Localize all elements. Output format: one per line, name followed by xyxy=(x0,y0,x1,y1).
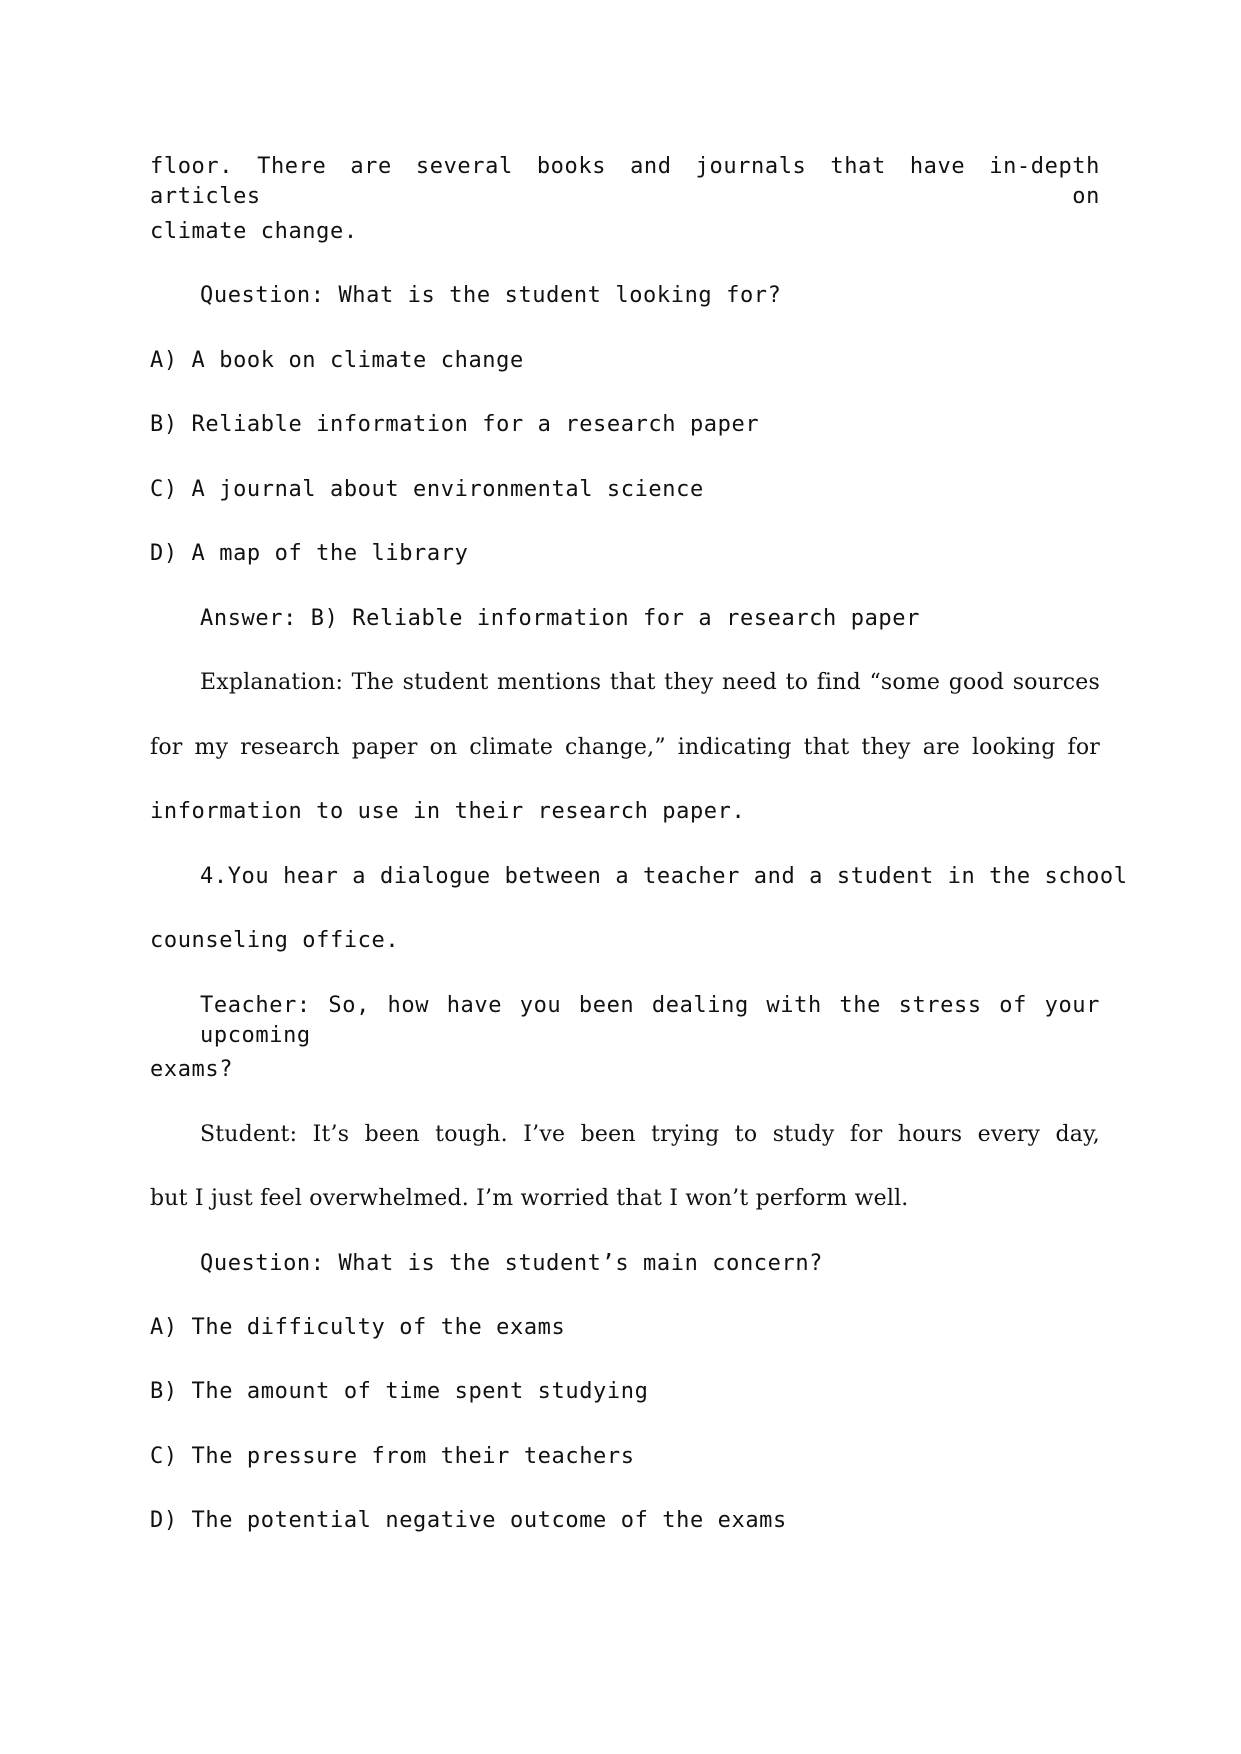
text-line: climate change. xyxy=(150,219,358,244)
answer-text: Answer: B) Reliable information for a research paper xyxy=(200,606,920,631)
text-line: floor. There are several books and journals that have in-depth articles on xyxy=(150,154,1100,209)
option-a: A) The difficulty of the exams xyxy=(150,1315,566,1340)
dialogue-teacher: Teacher: So, how have you been dealing with the stress of your upcoming xyxy=(200,993,1100,1048)
question-text: Question: What is the student’s main concern? xyxy=(200,1251,824,1276)
option-b: B) The amount of time spent studying xyxy=(150,1379,649,1404)
option-d: D) The potential negative outcome of the exams xyxy=(150,1508,787,1533)
explanation-text: for my research paper on climate change,” indicating that they are looking for xyxy=(150,735,1100,760)
option-b: B) Reliable information for a research paper xyxy=(150,412,760,437)
explanation-text: information to use in their research paper. xyxy=(150,799,746,824)
dialogue-student: but I just feel overwhelmed. I’m worried that I won’t perform well. xyxy=(150,1186,909,1211)
question-text: Question: What is the student looking for? xyxy=(200,283,782,308)
option-d: D) A map of the library xyxy=(150,541,469,566)
option-a: A) A book on climate change xyxy=(150,348,524,373)
dialogue-student: Student: It’s been tough. I’ve been trying to study for hours every day, xyxy=(200,1122,1100,1147)
section-heading: 4.You hear a dialogue between a teacher and a student in the school xyxy=(200,864,1128,889)
dialogue-teacher: exams? xyxy=(150,1057,234,1082)
explanation-text: Explanation: The student mentions that they need to find “some good sources xyxy=(200,670,1100,695)
section-heading: counseling office. xyxy=(150,928,400,953)
option-c: C) A journal about environmental science xyxy=(150,477,704,502)
option-c: C) The pressure from their teachers xyxy=(150,1444,635,1469)
